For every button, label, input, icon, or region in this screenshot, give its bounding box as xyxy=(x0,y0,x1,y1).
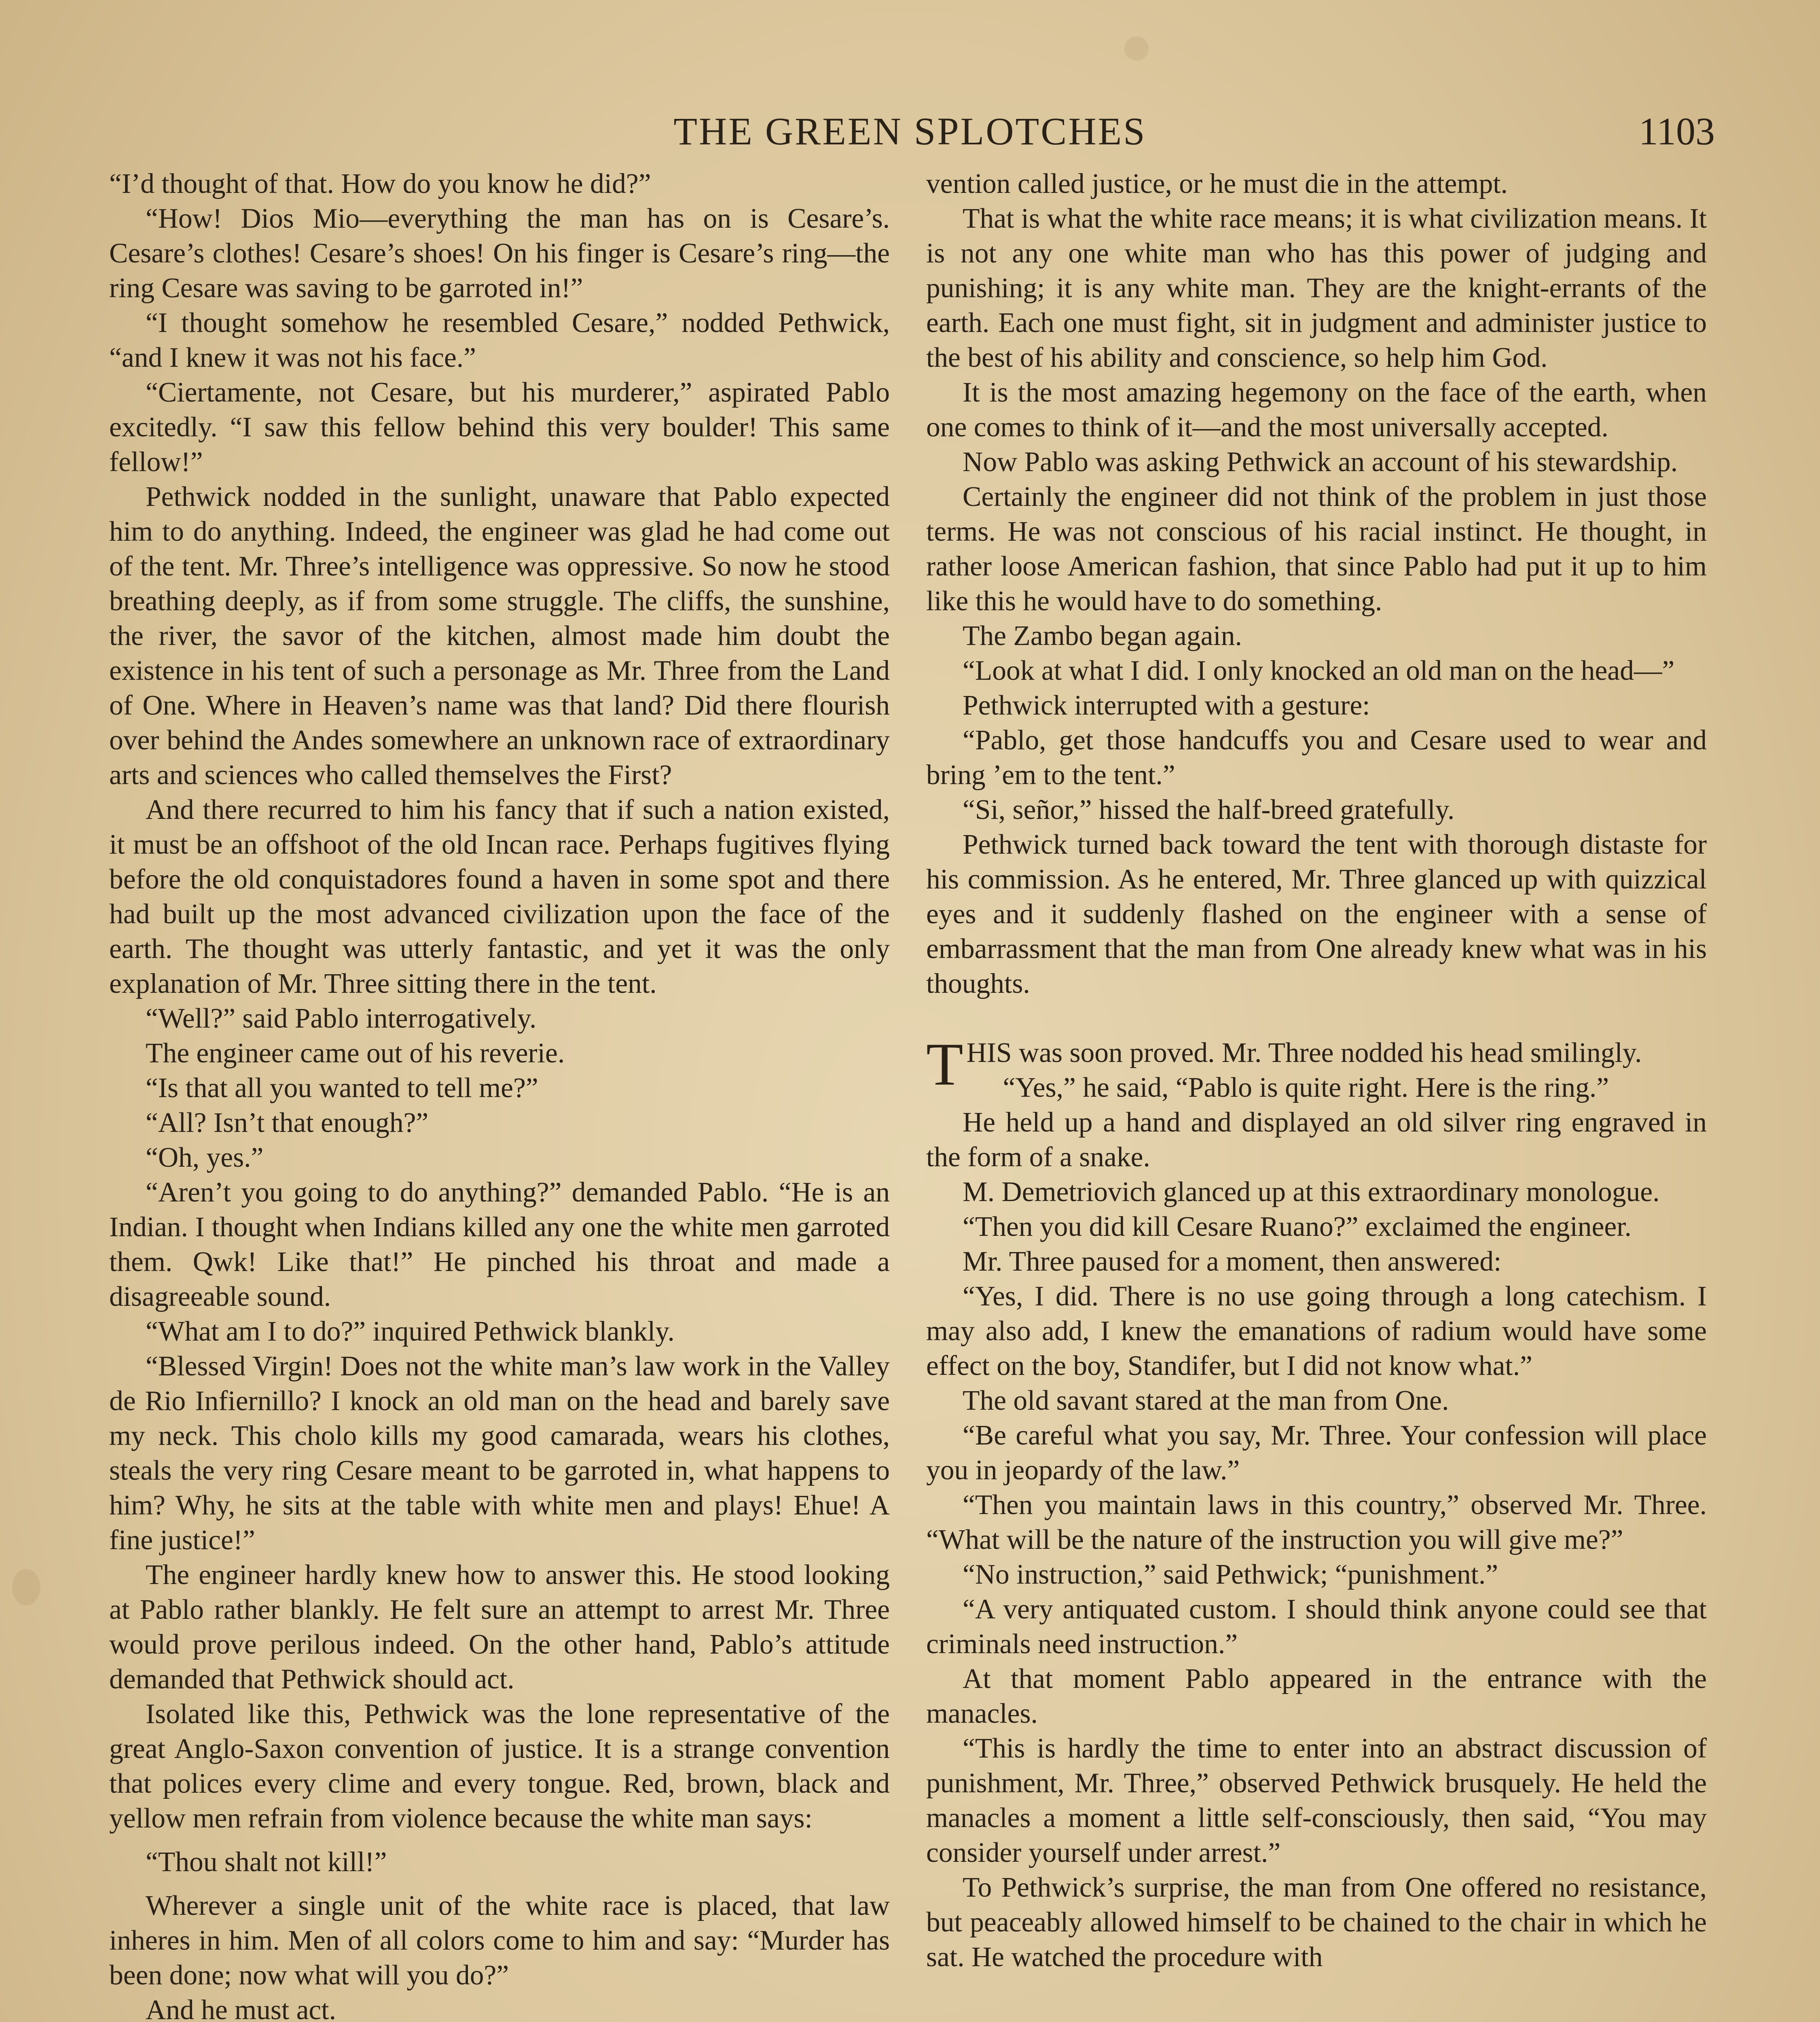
paragraph: The engineer hardly knew how to answer this. He stood looking at Pablo rather blankly. He felt sure an attempt to arrest Mr. Three would prove perilous indeed. On the other hand, Pablo’s attitude demanded that Pethwick should act. xyxy=(109,1559,890,1695)
paragraph: Pethwick nodded in the sunlight, unaware that Pablo expected him to do anything. Indeed, the engineer was glad he had come out of the tent. Mr. Three’s intelligence was oppressive. So now he stood breathing deeply, as if from some struggle. The cliffs, the sunshine, the river, the savor of the kitchen, almost made him doubt the existence in his tent of such a personage as Mr. Three from the Land of One. Where in Heaven’s name was that land? Did there flourish over behind the Andes somewhere an unknown race of extraordinary arts and sciences who called themselves the First? xyxy=(109,481,890,791)
paragraph: “What am I to do?” inquired Pethwick blankly. xyxy=(146,1316,675,1347)
paragraph: “Blessed Virgin! Does not the white man’s law work in the Valley de Rio Infiernillo? I knock an old man on the head and barely save my neck. This cholo kills my good camarada, wears his clothes, steals the very ring Cesare meant to be garroted in, what happens to him? Why, he sits at the table with white men and plays! Ehue! A fine justice!” xyxy=(109,1351,890,1556)
paragraph: And there recurred to him his fancy that if such a nation existed, it must be an offshoot of the old Incan race. Perhaps fugitives flying before the old conquistadores found a haven in some spot and there had built up the most advanced civilization upon the face of the earth. The thought was utterly fantastic, and yet it was the only explanation of Mr. Three sitting there in the tent. xyxy=(109,794,890,999)
paragraph: That is what the white race means; it is what civilization means. It is not any one white man who has this power of judging and punishing; it is any white man. They are the knight-errants of the earth. Each one must fight, sit in judgment and administer justice to the best of his ability and conscience, so help him God. xyxy=(926,203,1707,373)
quoted-line: “Thou shalt not kill!” xyxy=(146,1846,387,1878)
paragraph: “No instruction,” said Pethwick; “punishment.” xyxy=(963,1559,1498,1590)
paragraph: At that moment Pablo appeared in the entrance with the manacles. xyxy=(926,1663,1707,1729)
paragraph: “Oh, yes.” xyxy=(146,1142,264,1173)
paragraph: The old savant stared at the man from One. xyxy=(963,1385,1449,1416)
paragraph: “I’d thought of that. How do you know he did?” xyxy=(109,168,651,199)
running-title: THE GREEN SPLOTCHES xyxy=(673,110,1147,153)
paragraph: Certainly the engineer did not think of the problem in just those terms. He was not conscious of his racial instinct. He thought, in rather loose American fashion, that since Pablo had put it up to him like this he would have to do something. xyxy=(926,481,1707,617)
paragraph: The engineer came out of his reverie. xyxy=(146,1038,565,1069)
paragraph: Pethwick turned back toward the tent with thorough distaste for his commission. As he entered, Mr. Three glanced up with quizzical eyes and it suddenly flashed on the engineer with a sense of embarrassment that the man from One already knew what was in his thoughts. xyxy=(926,829,1707,999)
drop-cap: T xyxy=(926,1031,963,1098)
paragraph: “Yes,” he said, “Pablo is quite right. Here is the ring.” xyxy=(1003,1072,1609,1103)
paragraph: “Be careful what you say, Mr. Three. Your confession will place you in jeopardy of the law.” xyxy=(926,1420,1707,1486)
paragraph: “Yes, I did. There is no use going through a long catechism. I may also add, I knew the emanations of radium would have some effect on the boy, Standifer, but I did not know what.” xyxy=(926,1281,1707,1381)
paper-stain xyxy=(12,1569,40,1605)
paragraph: vention called justice, or he must die in the attempt. xyxy=(926,168,1508,199)
paragraph: “Ciertamente, not Cesare, but his murderer,” aspirated Pablo excitedly. “I saw this fellow behind this very boulder! This same fellow!” xyxy=(109,377,890,478)
paragraph: “Aren’t you going to do anything?” demanded Pablo. “He is an Indian. I thought when Indians killed any one the white men garroted them. Qwk! Like that!” He pinched his throat and made a disagreeable sound. xyxy=(109,1177,890,1312)
paragraph: “Is that all you wanted to tell me?” xyxy=(146,1072,538,1104)
paragraph: Wherever a single unit of the white race is placed, that law inheres in him. Men of all colors come to him and say: “Murder has been done; now what will you do?” xyxy=(109,1890,890,1991)
paragraph: The Zambo began again. xyxy=(963,620,1242,651)
paragraph: “I thought somehow he resembled Cesare,” nodded Pethwick, “and I knew it was not his face.” xyxy=(109,307,890,373)
paragraph: It is the most amazing hegemony on the face of the earth, when one comes to think of it—and the most universally accepted. xyxy=(926,377,1707,443)
paragraph: M. Demetriovich glanced up at this extraordinary monologue. xyxy=(963,1176,1660,1208)
paragraph: “Pablo, get those handcuffs you and Cesare used to wear and bring ’em to the tent.” xyxy=(926,725,1707,791)
paragraph: Now Pablo was asking Pethwick an account of his stewardship. xyxy=(963,446,1678,478)
paragraph: “Then you maintain laws in this country,” observed Mr. Three. “What will be the nature of the instruction you will give me?” xyxy=(926,1489,1707,1555)
paragraph: Isolated like this, Pethwick was the lone representative of the great Anglo-Saxon convention of justice. It is a strange convention that polices every clime and every tongue. Red, brown, black and yellow men refrain from violence because the white man says: xyxy=(109,1698,890,1834)
paragraph: “Si, señor,” hissed the half-breed gratefully. xyxy=(963,794,1455,825)
paragraph: Mr. Three paused for a moment, then answered: xyxy=(963,1246,1502,1277)
paper-stain xyxy=(1124,36,1149,61)
text-column-left xyxy=(109,167,890,2022)
page-header xyxy=(105,103,1715,160)
paragraph: And he must act. xyxy=(146,1995,336,2022)
paragraph: Pethwick interrupted with a gesture: xyxy=(963,690,1370,721)
paragraph: “Well?” said Pablo interrogatively. xyxy=(146,1003,537,1034)
paragraph: He held up a hand and displayed an old silver ring engraved in the form of a snake. xyxy=(926,1107,1707,1173)
paragraph: To Pethwick’s surprise, the man from One offered no resistance, but peaceably allowed himself to be chained to the chair in which he sat. He watched the procedure with xyxy=(926,1872,1707,1973)
paragraph: “Look at what I did. I only knocked an old man on the head—” xyxy=(963,655,1675,686)
paragraph: “All? Isn’t that enough?” xyxy=(146,1107,429,1138)
section-opening-text: HIS was soon proved. Mr. Three nodded his head smilingly. xyxy=(966,1037,1642,1068)
paragraph: “A very antiquated custom. I should think anyone could see that criminals need instruction.” xyxy=(926,1594,1707,1660)
paragraph: “How! Dios Mio—everything the man has on is Cesare’s. Cesare’s clothes! Cesare’s shoes! On his finger is Cesare’s ring—the ring Cesare was saving to be garroted in!” xyxy=(109,203,890,304)
paragraph: “Then you did kill Cesare Ruano?” exclaimed the engineer. xyxy=(963,1211,1632,1242)
text-column-right xyxy=(926,167,1707,1975)
paragraph: “This is hardly the time to enter into an abstract discussion of punishment, Mr. Three,” observed Pethwick brusquely. He held the manacles a moment a little self-consciously, then said, “You may consider yourself under arrest.” xyxy=(926,1733,1707,1868)
page-number: 1103 xyxy=(1638,110,1715,153)
